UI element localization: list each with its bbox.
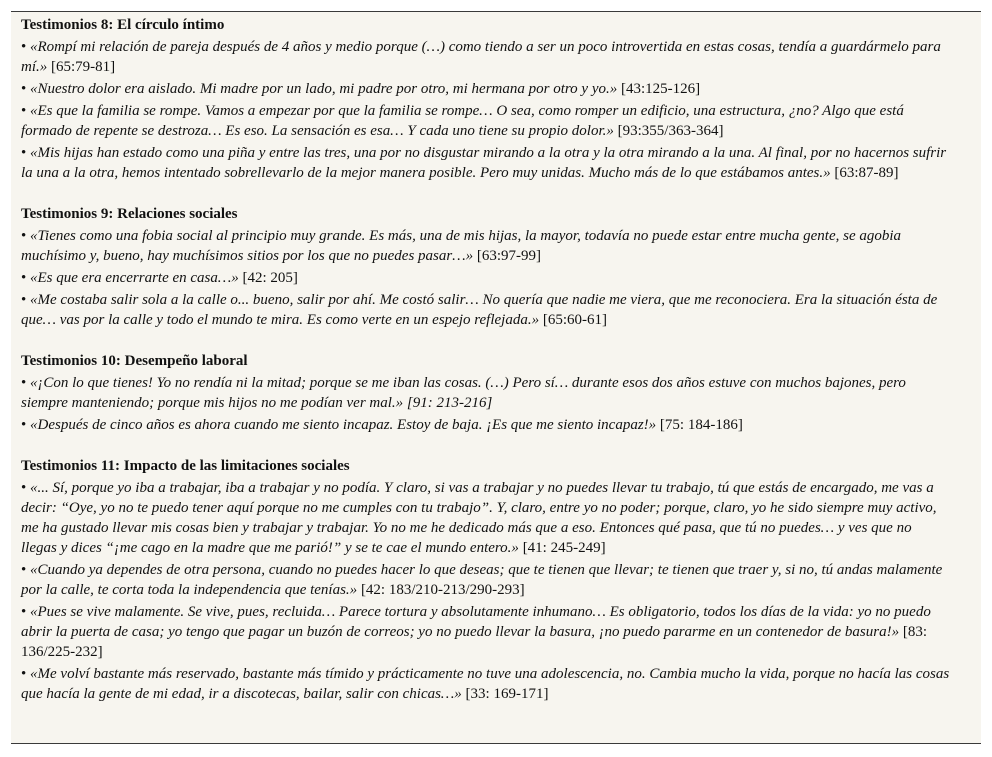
testimony-quote: «Es que la familia se rompe. Vamos a empezar por que la familia se rompe… O sea, como romper un edificio, una estructura, ¿no? Algo que está formado de repente se destroza… Es eso. La sensación es esa… Y cada uno tiene su propio dolor.» — [21, 103, 904, 139]
sections-container — [21, 15, 981, 704]
testimony-section — [21, 204, 981, 330]
bullet-marker: • — [21, 480, 31, 496]
testimony-quote: «Cuando ya dependes de otra persona, cuando no puedes hacer lo que deseas; que te tienen que llevar; te tienen que traer y, si no, tú andas malamente por la calle, te corta toda la independencia que tenías.» — [21, 562, 943, 598]
testimony-item — [21, 478, 981, 558]
testimony-item — [21, 79, 981, 99]
testimony-section — [21, 456, 981, 704]
testimony-item — [21, 602, 981, 662]
testimony-quote: «Pues se vive malamente. Se vive, pues, recluida… Parece tortura y absolutamente inhumano… Es obligatorio, todos los días de la vida: yo no puedo abrir la puerta de casa; yo tengo que pagar un buzón de correos; yo no puedo llevar la basura, ¡no puedo pararme en un contenedor de basura!» — [21, 604, 931, 640]
testimony-item — [21, 560, 981, 600]
citation-reference: [91: 213-216] — [406, 395, 493, 411]
testimony-quote: «¡Con lo que tienes! Yo no rendía ni la mitad; porque se me iban las cosas. (…) Pero sí… durante esos dos años estuve con muchos bajones, pero siempre manteniendo; porque mis hijos no me podían ver mal.» — [21, 375, 906, 411]
testimony-quote: «Nuestro dolor era aislado. Mi madre por un lado, mi padre por otro, mi hermana por otro y yo.» — [30, 81, 618, 97]
citation-reference: [63:87-89] — [834, 165, 899, 181]
citation-reference: [65:79-81] — [51, 59, 116, 75]
citation-reference: [41: 245-249] — [522, 540, 606, 556]
testimony-section — [21, 15, 981, 183]
testimony-quote: «Me costaba salir sola a la calle o... bueno, salir por ahí. Me costó salir… No quería que nadie me viera, que me reconociera. Era la situación ésta de que… vas por la calle y todo el mundo te mira. Es como verte en un espejo reflejada.» — [21, 292, 938, 328]
citation-reference: [42: 183/210-213/290-293] — [360, 582, 525, 598]
section-heading: Testimonios 10: Desempeño laboral — [21, 353, 248, 369]
testimony-item — [21, 415, 981, 435]
testimony-item — [21, 226, 981, 266]
section-heading: Testimonios 8: El círculo íntimo — [21, 17, 225, 33]
testimony-quote: «Rompí mi relación de pareja después de 4 años y medio porque (…) como tiendo a ser un poco introvertida en estas cosas, tendía a guardármelo para mí.» — [21, 39, 941, 75]
bullet-marker: • — [21, 375, 31, 391]
testimony-quote: «Tienes como una fobia social al principio muy grande. Es más, una de mis hijas, la mayor, todavía no puede estar entre mucha gente, se agobia muchísimo y, bueno, hay muchísimos sitios por los que no puedes pasar…» — [21, 228, 902, 264]
testimony-item — [21, 37, 981, 77]
citation-reference: [75: 184-186] — [659, 417, 743, 433]
testimony-item — [21, 290, 981, 330]
citation-reference: [42: 205] — [242, 270, 298, 286]
bullet-marker: • — [21, 103, 31, 119]
testimony-item — [21, 664, 981, 704]
testimonies-box — [11, 11, 981, 744]
bullet-marker: • — [21, 39, 31, 55]
bullet-marker: • — [21, 145, 31, 161]
citation-reference: [93:355/363-364] — [617, 123, 724, 139]
bullet-marker: • — [21, 228, 31, 244]
testimony-quote: «Me volví bastante más reservado, bastante más tímido y prácticamente no tuve una adolescencia, no. Cambia mucho la vida, porque no hacía las cosas que hacía la gente de mi edad, ir a discotecas, bailar, salir con chicas…» — [21, 666, 950, 702]
testimony-section — [21, 351, 981, 435]
testimony-quote: «Después de cinco años es ahora cuando me siento incapaz. Estoy de baja. ¡Es que me siento incapaz!» — [30, 417, 657, 433]
bullet-marker: • — [21, 81, 31, 97]
bullet-marker: • — [21, 417, 31, 433]
citation-reference: [65:60-61] — [542, 312, 607, 328]
bullet-marker: • — [21, 604, 31, 620]
citation-reference: [83: 136/225-232] — [21, 624, 928, 660]
testimony-item — [21, 143, 981, 183]
citation-reference: [63:97-99] — [476, 248, 541, 264]
section-heading: Testimonios 11: Impacto de las limitaciones sociales — [21, 458, 350, 474]
testimony-item — [21, 101, 981, 141]
citation-reference: [33: 169-171] — [465, 686, 549, 702]
bullet-marker: • — [21, 666, 31, 682]
testimony-item — [21, 373, 981, 413]
section-heading: Testimonios 9: Relaciones sociales — [21, 206, 238, 222]
bullet-marker: • — [21, 270, 31, 286]
bullet-marker: • — [21, 292, 31, 308]
testimony-item — [21, 268, 981, 288]
bullet-marker: • — [21, 562, 31, 578]
testimony-quote: «... Sí, porque yo iba a trabajar, iba a trabajar y no podía. Y claro, si vas a trabajar y no puedes llevar tu trabajo, tú que estás de encargado, me vas a decir: “Oye, yo no te puedo tener aquí porque no me cumples con tu trabajo”. Y, claro, entre yo no poder; porque, claro, yo he sido siempre muy activo, me ha gustado llevar mis cosas bien y trabajar y trabajar. Yo no me he dedicado más que a eso. Entonces qué pasa, que tú no puedes… y ves que no llegas y dices “¡me cago en la madre que me parió!” y se te cae el mundo entero.» — [21, 480, 937, 556]
testimony-quote: «Mis hijas han estado como una piña y entre las tres, una por no disgustar mirando a la otra y la otra mirando a la una. Al final, por no hacernos sufrir la una a la otra, hemos intentado sobrellevarlo de la mejor manera posible. Pero muy unidas. Mucho más de lo que estábamos antes.» — [21, 145, 947, 181]
citation-reference: [43:125-126] — [620, 81, 701, 97]
testimony-quote: «Es que era encerrarte en casa…» — [30, 270, 239, 286]
